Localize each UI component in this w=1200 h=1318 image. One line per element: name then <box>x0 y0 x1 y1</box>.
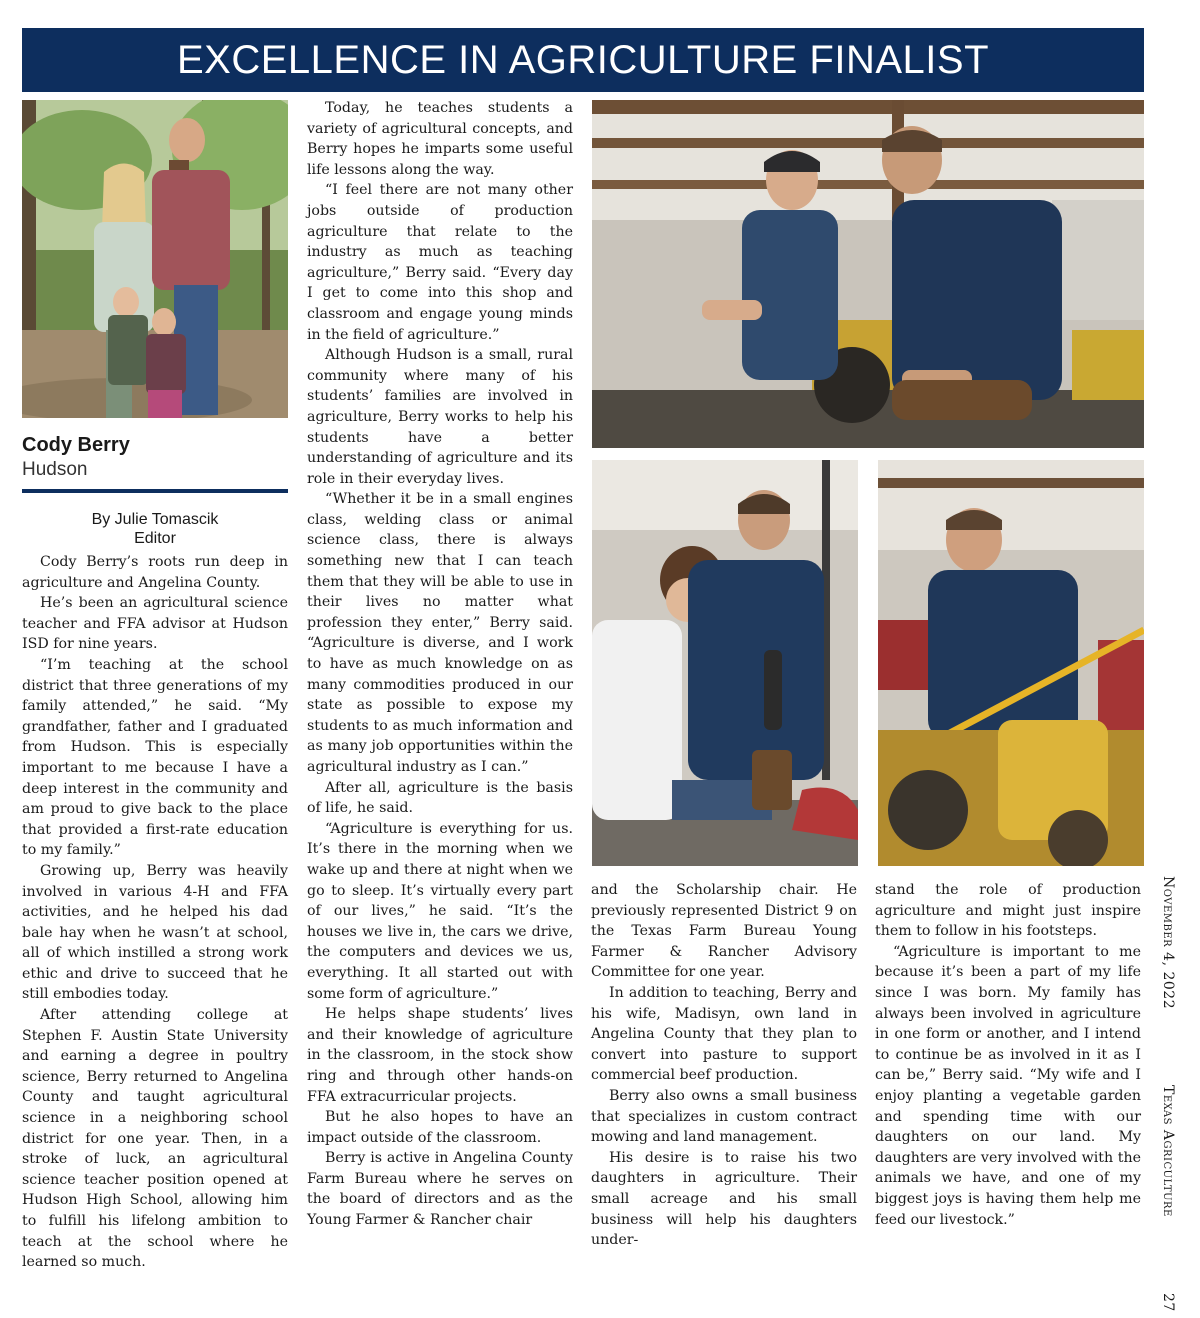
section-banner <box>22 28 1144 92</box>
paragraph: He’s been an agricultural science teacher and FFA advisor at Hudson ISD for nine years. <box>22 595 288 653</box>
paragraph: Today, he teaches students a variety of agricultural concepts, and Berry hopes he imparts some useful life lessons along the way. <box>307 100 573 178</box>
paragraph: His desire is to raise his two daughters in agriculture. Their small acreage and his small business will help his daughters under- <box>591 1149 857 1249</box>
family-portrait-photo <box>22 100 288 418</box>
paragraph: Although Hudson is a small, rural community where many of his students’ families are involved in agriculture, Berry works to help his students have a better understanding of agriculture and its role in their everyday lives. <box>307 347 573 487</box>
article-column-4 <box>875 880 1141 1230</box>
shop-photo-right <box>878 460 1144 866</box>
shop-photo-middle <box>592 460 858 866</box>
paragraph: “I feel there are not many other jobs outside of production agriculture that relate to the industry as much as teaching agriculture,” Berry said. “Every day I get to come into this shop and classroom and engage young minds in the field of agriculture.” <box>307 182 573 343</box>
shop-photo-large <box>592 100 1144 448</box>
paragraph: stand the role of production agriculture and might just inspire them to follow in his footsteps. <box>875 882 1141 940</box>
byline <box>22 510 288 548</box>
folio-date: November 4, 2022 <box>1160 876 1176 1010</box>
paragraph: “Agriculture is everything for us. It’s there in the morning when we wake up and there at night when we go to sleep. It’s virtually every part of our lives,” he said. “It’s the houses we live in, the cars we drive, the computers and devices we us, everything. It all started out with some form of agriculture.” <box>307 820 573 1002</box>
paragraph: and the Scholarship chair. He previously represented District 9 on the Texas Farm Bureau Young Farmer & Rancher Advisory Committee for one year. <box>591 882 857 981</box>
article-column-3 <box>591 880 857 1251</box>
banner-title: EXCELLENCE IN AGRICULTURE FINALIST <box>177 37 989 82</box>
paragraph: Growing up, Berry was heavily involved in various 4-H and FFA activities, and he helped his dad bale hay when he wasn’t at school, all of which instilled a strong work ethic and drive to succeed that he still embodies today. <box>22 862 288 1003</box>
paragraph: Cody Berry’s roots run deep in agriculture and Angelina County. <box>22 554 288 591</box>
paragraph: But he also hopes to have an impact outside of the classroom. <box>307 1109 573 1146</box>
paragraph: “I’m teaching at the school district that three generations of my family attended,” he said. “My grandfather, father and I graduated from Hudson. This is especially important to me because I have a deep interest in the community and am proud to give back to the place that provided a first-rate education to my family.” <box>22 656 288 859</box>
paragraph: After attending college at Stephen F. Austin State University and earning a degree in poultry science, Berry returned to Angelina County and taught agricultural science in a neighboring school district for one year. Then, in a stroke of luck, an agricultural science teacher position opened at Hudson High School, allowing him to fulfill his lifelong ambition to teach at the school where he learned so much. <box>22 1007 288 1271</box>
byline-author: By Julie Tomascik <box>91 511 219 528</box>
paragraph: He helps shape students’ lives and their knowledge of agriculture in the classroom, in the stock show ring and through other hands-on FFA extracurricular projects. <box>307 1006 573 1105</box>
byline-role: Editor <box>134 530 176 547</box>
article-column-2 <box>307 98 573 1231</box>
paragraph: “Agriculture is important to me because it’s been a part of my life since I was born. My family has always been involved in agriculture in one form or another, and I intend to continue be as involved in it as I can be,” Berry said. “My wife and I enjoy planting a vegetable garden and spending time with our daughters on our land. My daughters are very involved with the animals we have, and one of my biggest joys is having them help me feed our livestock.” <box>875 943 1141 1228</box>
subject-town: Hudson <box>22 459 88 480</box>
article-column-1 <box>22 552 288 1273</box>
page-folio <box>1152 876 1176 1312</box>
divider-rule <box>22 489 288 493</box>
folio-page-number: 27 <box>1160 1292 1176 1312</box>
folio-publication: Texas Agriculture <box>1160 1085 1176 1217</box>
paragraph: Berry is active in Angelina County Farm Bureau where he serves on the board of directors and as the Young Farmer & Rancher chair <box>307 1150 573 1229</box>
subject-name: Cody Berry <box>22 434 130 456</box>
paragraph: After all, agriculture is the basis of life, he said. <box>307 779 573 817</box>
paragraph: In addition to teaching, Berry and his wife, Madisyn, own land in Angelina County that they plan to convert into pasture to support commercial beef production. <box>591 984 857 1084</box>
paragraph: Berry also owns a small business that specializes in custom contract mowing and land management. <box>591 1087 857 1146</box>
paragraph: “Whether it be in a small engines class, welding class or animal science class, there is always something new that I can teach them that they will be able to use in their lives no matter what profession they enter,” Berry said. “Agriculture is diverse, and I work to have as much knowledge on as many commodities produced in our state as possible to expose my students to as much information and as many job opportunities within the agricultural industry as I can.” <box>307 491 573 775</box>
